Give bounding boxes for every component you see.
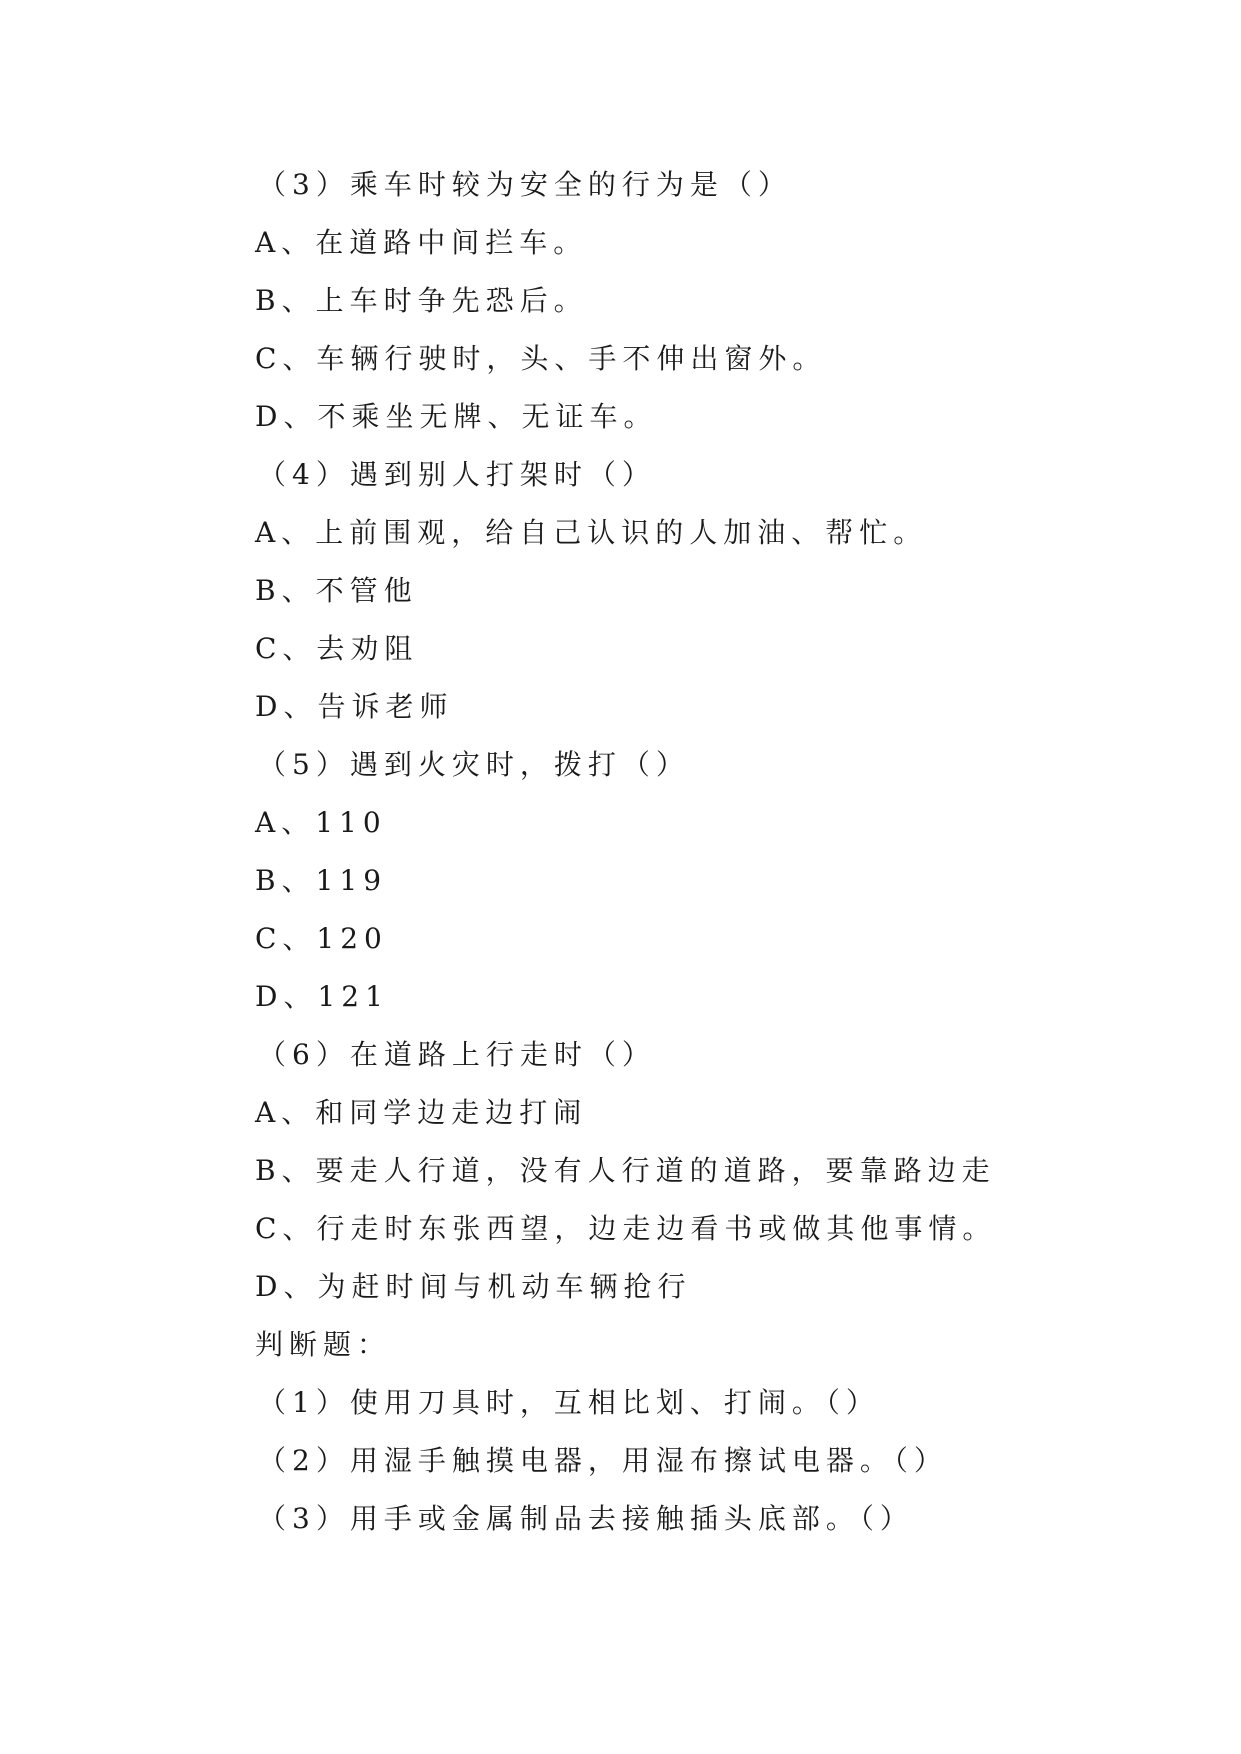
question-3-stem: （3）乘车时较为安全的行为是（） [258,168,792,201]
true-false-item-2: （2）用湿手触摸电器，用湿布擦试电器。（） [258,1444,948,1477]
question-3-option-b: B、上车时争先恐后。 [255,284,588,317]
question-5-option-b: B、119 [255,864,388,897]
question-6-option-b: B、要走人行道，没有人行道的道路，要靠路边走 [255,1154,996,1187]
question-4-option-a: A、上前围观，给自己认识的人加油、帮忙。 [255,516,928,549]
true-false-item-3: （3）用手或金属制品去接触插头底部。（） [258,1502,914,1535]
question-6-stem: （6）在道路上行走时（） [258,1038,656,1071]
true-false-heading: 判断题： [255,1328,392,1361]
question-4-stem: （4）遇到别人打架时（） [258,458,656,491]
question-5-option-a: A、110 [255,806,387,839]
question-4-option-c: C、去劝阻 [255,632,419,665]
question-3-option-d: D、不乘坐无牌、无证车。 [255,400,658,433]
question-5-option-c: C、120 [255,922,388,955]
question-5-option-d: D、121 [255,980,389,1013]
question-5-stem: （5）遇到火灾时，拨打（） [258,748,690,781]
true-false-item-1: （1）使用刀具时，互相比划、打闹。（） [258,1386,880,1419]
question-6-option-c: C、行走时东张西望，边走边看书或做其他事情。 [255,1212,997,1245]
question-3-option-a: A、在道路中间拦车。 [255,226,588,259]
question-6-option-a: A、和同学边走边打闹 [255,1096,588,1129]
question-4-option-b: B、不管他 [255,574,418,607]
question-3-option-c: C、车辆行驶时，头、手不伸出窗外。 [255,342,827,375]
question-4-option-d: D、告诉老师 [255,690,454,723]
question-6-option-d: D、为赶时间与机动车辆抢行 [255,1270,692,1303]
